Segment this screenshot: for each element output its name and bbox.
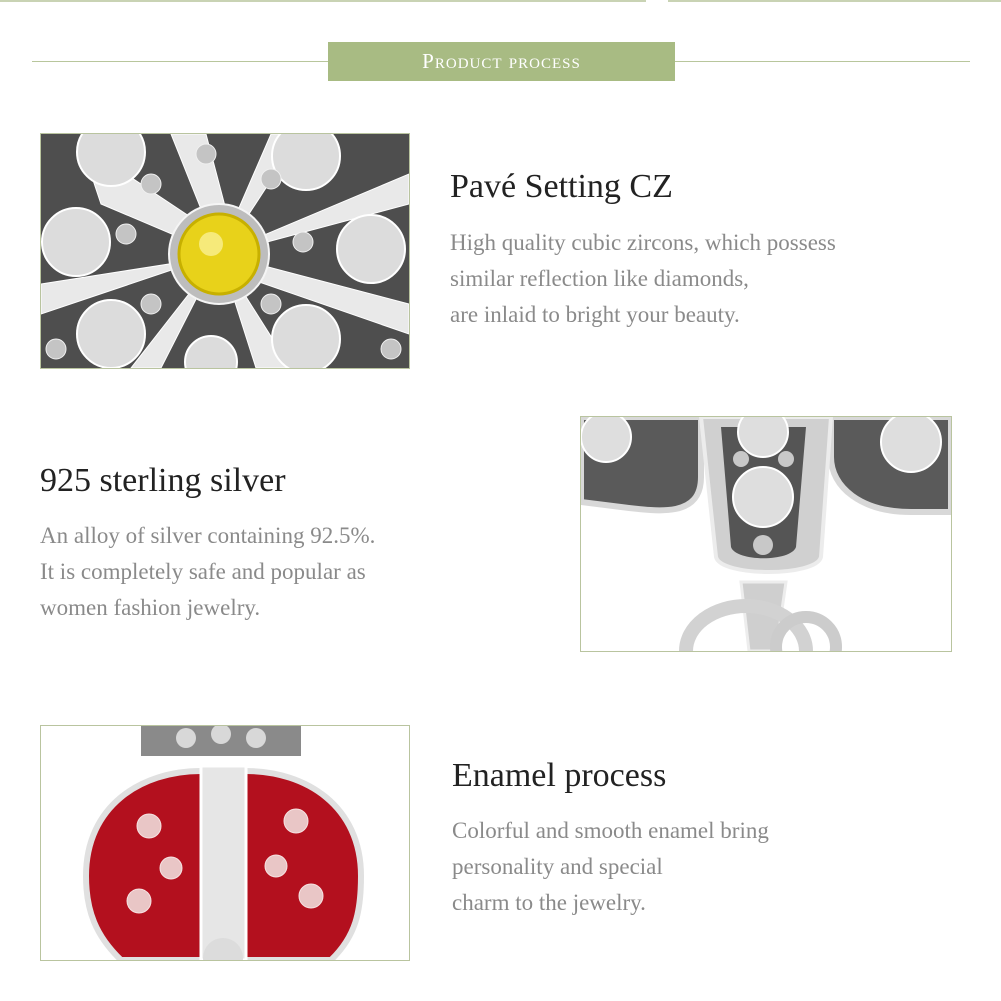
sterling-silver-description [40,518,375,626]
description-line: are inlaid to bright your beauty. [450,302,740,327]
description-line: An alloy of silver containing 92.5%. [40,523,376,548]
description-line: It is completely safe and popular as [40,559,366,584]
description-line: similar reflection like diamonds, [450,266,749,291]
top-border-right [668,0,1001,2]
section-header-badge [328,42,675,81]
pave-setting-title: Pavé Setting CZ [450,168,673,205]
header-rule-left [32,61,328,62]
description-line: High quality cubic zircons, which possess [450,230,836,255]
pave-setting-image [40,133,410,369]
daisy-pave-closeup-icon [41,134,409,368]
sterling-silver-image [580,416,952,652]
silver-link-closeup-icon [581,417,951,651]
pave-setting-description [450,225,836,333]
top-border-left [0,0,646,2]
sterling-silver-title: 925 sterling silver [40,462,286,499]
ladybug-enamel-closeup-icon [41,726,409,960]
enamel-process-description [452,813,769,921]
header-rule-right [675,61,970,62]
description-line: women fashion jewelry. [40,595,261,620]
description-line: Colorful and smooth enamel bring [452,818,769,843]
enamel-process-image [40,725,410,961]
description-line: personality and special [452,854,663,879]
description-line: charm to the jewelry. [452,890,646,915]
section-header-title: Product process [422,49,581,73]
enamel-process-title: Enamel process [452,757,667,794]
